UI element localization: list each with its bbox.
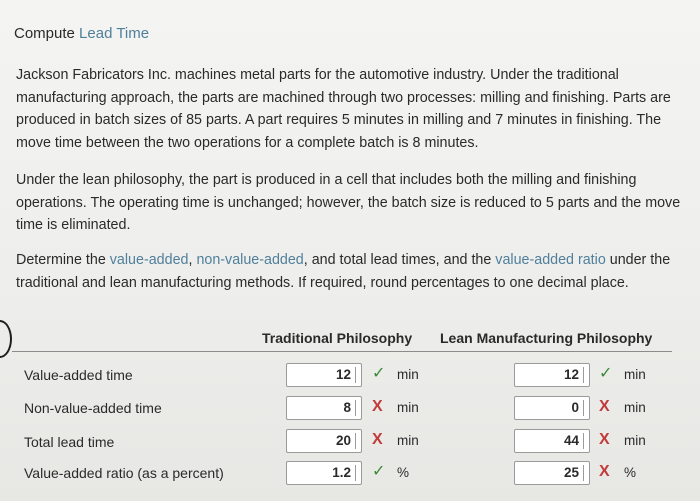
answer-value: 44	[564, 433, 584, 449]
lean-answer-input[interactable]	[514, 461, 590, 485]
traditional-answer-input[interactable]	[286, 461, 362, 485]
title-prefix: Compute	[14, 25, 75, 42]
p3-text-3: , and total lead times, and the	[303, 252, 496, 268]
answer-value: 8	[343, 400, 356, 416]
p3-text-1: Determine the	[16, 252, 110, 268]
row-label: Non-value-added time	[24, 400, 162, 416]
page-edge-circle	[0, 320, 12, 358]
row-label: Value-added time	[24, 367, 133, 383]
traditional-answer-input[interactable]	[286, 429, 362, 453]
column-header-traditional: Traditional Philosophy	[262, 330, 413, 346]
problem-paragraph-1: Jackson Fabricators Inc. machines metal parts for the automotive industry. Under the traditional manufacturing approach, the parts are machined through two processes: milling and finishing. Parts are produced in batch sizes of 85 parts. A part requires 5 minutes in milling and 7 minutes in finishing. The move time between the two operations for a complete batch is 8 minutes.	[16, 67, 671, 151]
table-header-divider	[12, 351, 672, 352]
term-value-added-ratio[interactable]: value-added ratio	[495, 252, 606, 268]
row-label: Value-added ratio (as a percent)	[24, 465, 224, 481]
unit-label: min	[624, 400, 646, 415]
answer-value: 1.2	[332, 465, 356, 481]
x-icon: X	[599, 463, 610, 480]
term-value-added[interactable]: value-added	[109, 252, 189, 268]
unit-label: min	[397, 433, 419, 448]
answer-value: 25	[564, 465, 584, 481]
p3-text-4: under the traditional and lean manufacturing methods. If required, round percentages to one decimal place.	[16, 252, 671, 291]
unit-label: min	[624, 367, 646, 382]
unit-label: min	[624, 433, 646, 448]
check-icon: ✓	[372, 463, 386, 480]
answer-value: 12	[336, 367, 356, 383]
unit-label: min	[397, 400, 419, 415]
problem-paragraph-2: Under the lean philosophy, the part is produced in a cell that includes both the milling and finishing operations. The operating time is unchanged; however, the batch size is reduced to 5 parts and the move time is eliminated.	[16, 172, 681, 234]
traditional-answer-input[interactable]	[286, 363, 362, 387]
check-icon: ✓	[372, 365, 386, 382]
x-icon: X	[372, 431, 383, 448]
p3-text-2: ,	[188, 252, 197, 268]
lean-answer-input[interactable]	[514, 429, 590, 453]
title-term-link[interactable]: Lead Time	[79, 25, 150, 42]
lean-answer-input[interactable]	[514, 363, 590, 387]
row-label: Total lead time	[24, 434, 115, 450]
unit-label: %	[397, 465, 410, 480]
traditional-answer-input[interactable]	[286, 396, 362, 420]
unit-label: %	[624, 465, 637, 480]
column-header-lean: Lean Manufacturing Philosophy	[440, 330, 653, 346]
x-icon: X	[372, 398, 383, 415]
x-icon: X	[599, 398, 610, 415]
x-icon: X	[599, 431, 610, 448]
answer-value: 12	[564, 367, 584, 383]
question-title	[14, 24, 149, 44]
check-icon: ✓	[599, 365, 613, 382]
unit-label: min	[397, 367, 419, 382]
lean-answer-input[interactable]	[514, 396, 590, 420]
answer-value: 0	[571, 400, 584, 416]
answer-value: 20	[336, 433, 356, 449]
problem-paragraph-3	[16, 249, 691, 294]
term-non-value-added[interactable]: non-value-added	[196, 252, 304, 268]
